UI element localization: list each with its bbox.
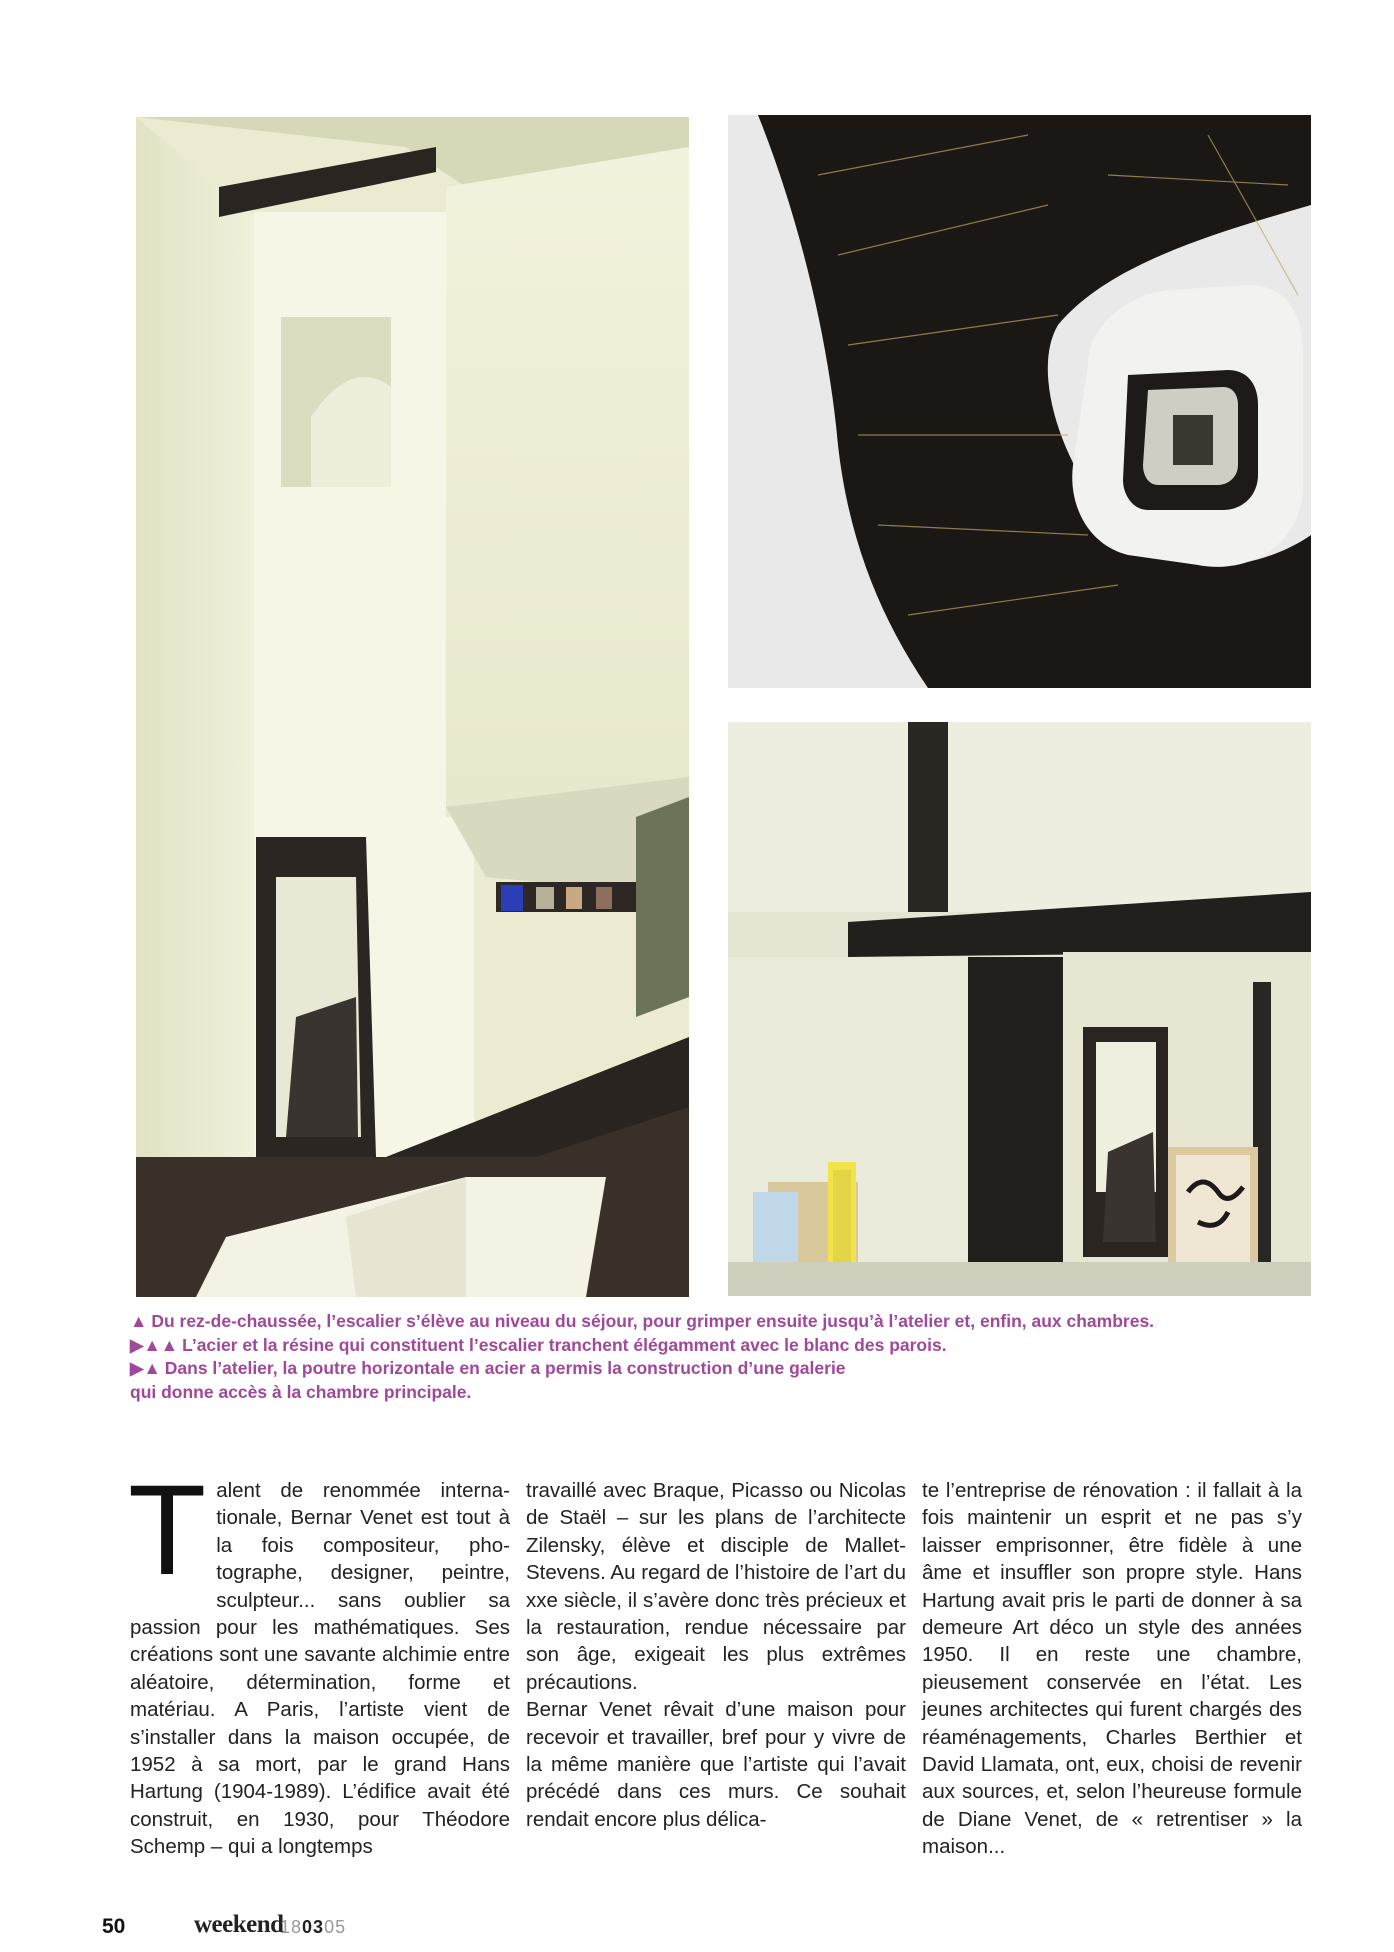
- page-number: 50: [102, 1915, 126, 1938]
- atelier-gallery-illustration: [728, 722, 1311, 1296]
- staircase-spiral-illustration: [728, 115, 1311, 688]
- article-column-2: [526, 1477, 906, 1833]
- paragraph-text: alent de renommée internationale, Bernar Venet est tout à la fois compositeur, photographe, designer, peintre, sculpteur... sans oublier sa passion pour les mathématiques. Ses créations sont une savante alchimie entre aléatoire, détermination, forme et matériau. A Paris, l’artiste vient de s’installer dans la maison occupée, de 1952 à sa mort, par le grand Hans Hartung (1904-1989). L’édifice avait été construit, en 1930, pour Théodore Schemp – qui a longtemps: [130, 1479, 510, 1859]
- paragraph-text: travaillé avec Braque, Picasso ou Nicolas de Staël – sur les plans de l’architecte Zilensky, élève et disciple de Mallet-Stevens. Au regard de l’histoire de l’art du xxe siècle, il s’avère donc très précieux et la restauration, rendue nécessaire par son âge, exigeait les plus extrêmes précautions.: [526, 1479, 906, 1694]
- caption-marker: ▶▲: [130, 1358, 161, 1378]
- caption-3: [130, 1357, 1310, 1381]
- page-footer: [102, 1911, 502, 1945]
- photo-staircase-ground-floor: [136, 117, 689, 1297]
- caption-text: Dans l’atelier, la poutre horizontale en acier a permis la construction d’une galerie: [164, 1358, 846, 1378]
- paragraph-text: Bernar Venet rêvait d’une maison pour recevoir et travailler, bref pour y vivre de la même manière que l’artiste qui l’avait précédé dans ces murs. Ce souhait rendait encore plus délica-: [526, 1698, 906, 1831]
- issue-prefix: 18: [280, 1917, 303, 1937]
- issue-bold: 03: [302, 1917, 325, 1937]
- photo-staircase-from-above: [728, 115, 1311, 688]
- article-body: [128, 1459, 1310, 1877]
- caption-2: [130, 1334, 1310, 1358]
- caption-marker: ▲: [130, 1311, 148, 1331]
- issue-number: [280, 1917, 346, 1938]
- issue-suffix: 05: [324, 1917, 347, 1937]
- photo-atelier-gallery: [728, 722, 1311, 1296]
- drop-cap: T: [128, 1459, 207, 1602]
- article-column-1: [128, 1459, 510, 1861]
- caption-marker: ▶▲▲: [130, 1334, 179, 1355]
- article-column-3: [922, 1477, 1302, 1861]
- photo-captions: [130, 1310, 1310, 1404]
- caption-4: [130, 1381, 1310, 1405]
- magazine-logo: weekend: [194, 1911, 284, 1938]
- caption-text: qui donne accès à la chambre principale.: [130, 1381, 472, 1402]
- staircase-ground-floor-illustration: [136, 117, 689, 1297]
- paragraph-text: te l’entreprise de rénovation : il fallait à la fois maintenir un esprit et ne pas s’y laisser emprisonner, être fidèle à une âme et insuffler son propre style. Hans Hartung avait pris le parti de donner à sa demeure Art déco un style des années 1950. Il en reste une chambre, pieusement conservée en l’état. Les jeunes architectes qui furent chargés des réaménagements, Charles Berthier et David Llamata, ont, eux, choisi de revenir aux sources, et, selon l’heureuse formule de Diane Venet, de « retrentiser » la maison...: [922, 1479, 1302, 1859]
- caption-text: Du rez-de-chaussée, l’escalier s’élève au niveau du séjour, pour grimper ensuite jusqu’à l’atelier et, enfin, aux chambres.: [151, 1311, 1155, 1331]
- caption-1: [130, 1310, 1310, 1334]
- caption-text: L’acier et la résine qui constituent l’escalier tranchent élégamment avec le blanc des parois.: [182, 1334, 947, 1355]
